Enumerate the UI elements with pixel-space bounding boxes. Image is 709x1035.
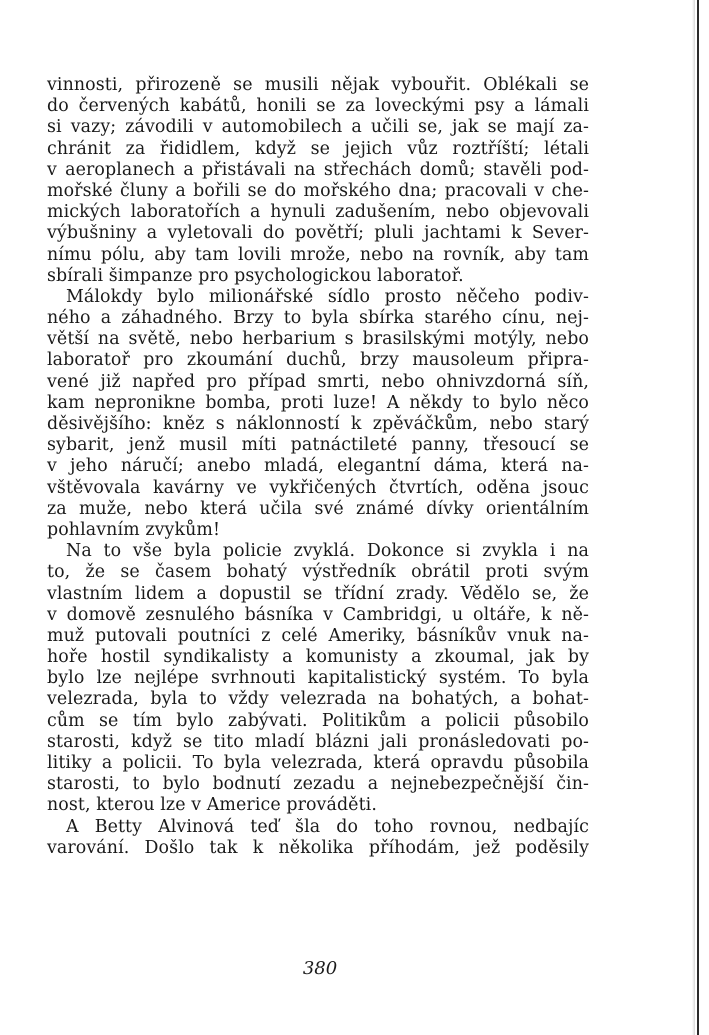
- text-line: bylo lze nejlépe svrhnouti kapitalistický systém. To byla: [47, 668, 589, 689]
- text-line: nímu pólu, aby tam lovili mrože, nebo na rovník, aby tam: [47, 244, 589, 265]
- text-line: sbírali šimpanze pro psychologickou laboratoř.: [47, 265, 464, 286]
- text-line: sybarit, jenž musil míti patnáctileté panny, třesoucí se: [47, 435, 589, 456]
- text-line: za muže, nebo která učila své známé dívky orientálním: [47, 498, 589, 519]
- text-line: laboratoř pro zkoumání duchů, brzy mausoleum připra-: [47, 350, 589, 371]
- text-line: hoře hostil syndikalisty a komunisty a zkoumal, jak by: [47, 647, 589, 668]
- text-line: Málokdy bylo milionářské sídlo prosto něčeho podiv-: [66, 286, 589, 307]
- text-line: to, že se časem bohatý výstředník obrátil proti svým: [47, 562, 589, 583]
- text-line: v jeho náručí; anebo mladá, elegantní dáma, která na-: [47, 456, 589, 477]
- paragraph-3: [47, 541, 589, 816]
- text-line: nost, kterou lze v Americe prováděti.: [47, 795, 377, 816]
- text-line: do červených kabátů, honili se za loveckými psy a lámali: [47, 96, 589, 117]
- text-line: litiky a policii. To byla velezrada, která opravdu působila: [47, 753, 589, 773]
- text-line: chránit za řididlem, když se jejich vůz roztříští; létali: [47, 138, 589, 159]
- text-line: Na to vše byla policie zvyklá. Dokonce si zvykla i na: [66, 541, 589, 562]
- page-edge-line: [697, 0, 699, 1035]
- page-edge-shadow: [692, 0, 695, 1035]
- text-line: starosti, když se tito mladí blázni jali pronásledovati po-: [47, 731, 589, 752]
- paragraph-2: [47, 287, 589, 541]
- text-line: vlastním lidem a dopustil se třídní zrady. Vědělo se, že: [47, 583, 589, 604]
- text-line: velezrada, byla to vždy velezrada na bohatých, a bohat-: [47, 689, 589, 710]
- text-line: varování. Došlo tak k několika příhodám, jež poděsily: [47, 837, 589, 858]
- text-line: ného a záhadného. Brzy to byla sbírka starého cínu, nej-: [47, 308, 589, 329]
- text-line: A Betty Alvinová teď šla do toho rovnou, nedbajíc: [66, 816, 589, 837]
- text-line: výbušniny a vyletovali do povětří; pluli jachtami k Sever-: [47, 223, 589, 244]
- text-line: cům se tím bylo zabývati. Politikům a policii působilo: [47, 710, 589, 731]
- text-line: větší na světě, nebo herbarium s brasilskými motýly, nebo: [47, 329, 589, 350]
- text-line: vinnosti, přirozeně se musili nějak vybouřit. Oblékali se: [47, 75, 589, 95]
- text-line: vštěvovala kavárny ve vykřičených čtvrtích, oděna jsouc: [47, 477, 589, 498]
- text-line: mořské čluny a bořili se do mořského dna; pracovali v che-: [47, 180, 589, 201]
- text-line: pohlavním zvykům!: [47, 519, 221, 540]
- text-line: muž putovali poutníci z celé Ameriky, básníkův vnuk na-: [47, 625, 589, 646]
- text-line: v domově zesnulého básníka v Cambridgi, u oltáře, k ně-: [47, 604, 589, 625]
- body-text: [47, 75, 589, 859]
- text-line: děsivějšího: kněz s náklonností k zpěváčkům, nebo starý: [47, 414, 589, 434]
- text-line: mických laboratořích a hynuli zadušením, nebo objevovali: [47, 202, 589, 223]
- text-line: kam nepronikne bomba, proti luze! A někdy to bylo něco: [47, 392, 589, 413]
- text-line: si vazy; závodili v automobilech a učili se, jak se mají za-: [47, 117, 589, 138]
- paragraph-4: [47, 817, 589, 859]
- text-line: v aeroplanech a přistávali na střechách domů; stavěli pod-: [47, 159, 589, 180]
- text-line: starosti, to bylo bodnutí zezadu a nejnebezpečnější čin-: [47, 774, 589, 795]
- paragraph-1: [47, 75, 589, 287]
- page-number: 380: [302, 958, 338, 979]
- text-line: vené již napřed pro případ smrti, nebo ohnivzdorná síň,: [47, 371, 589, 392]
